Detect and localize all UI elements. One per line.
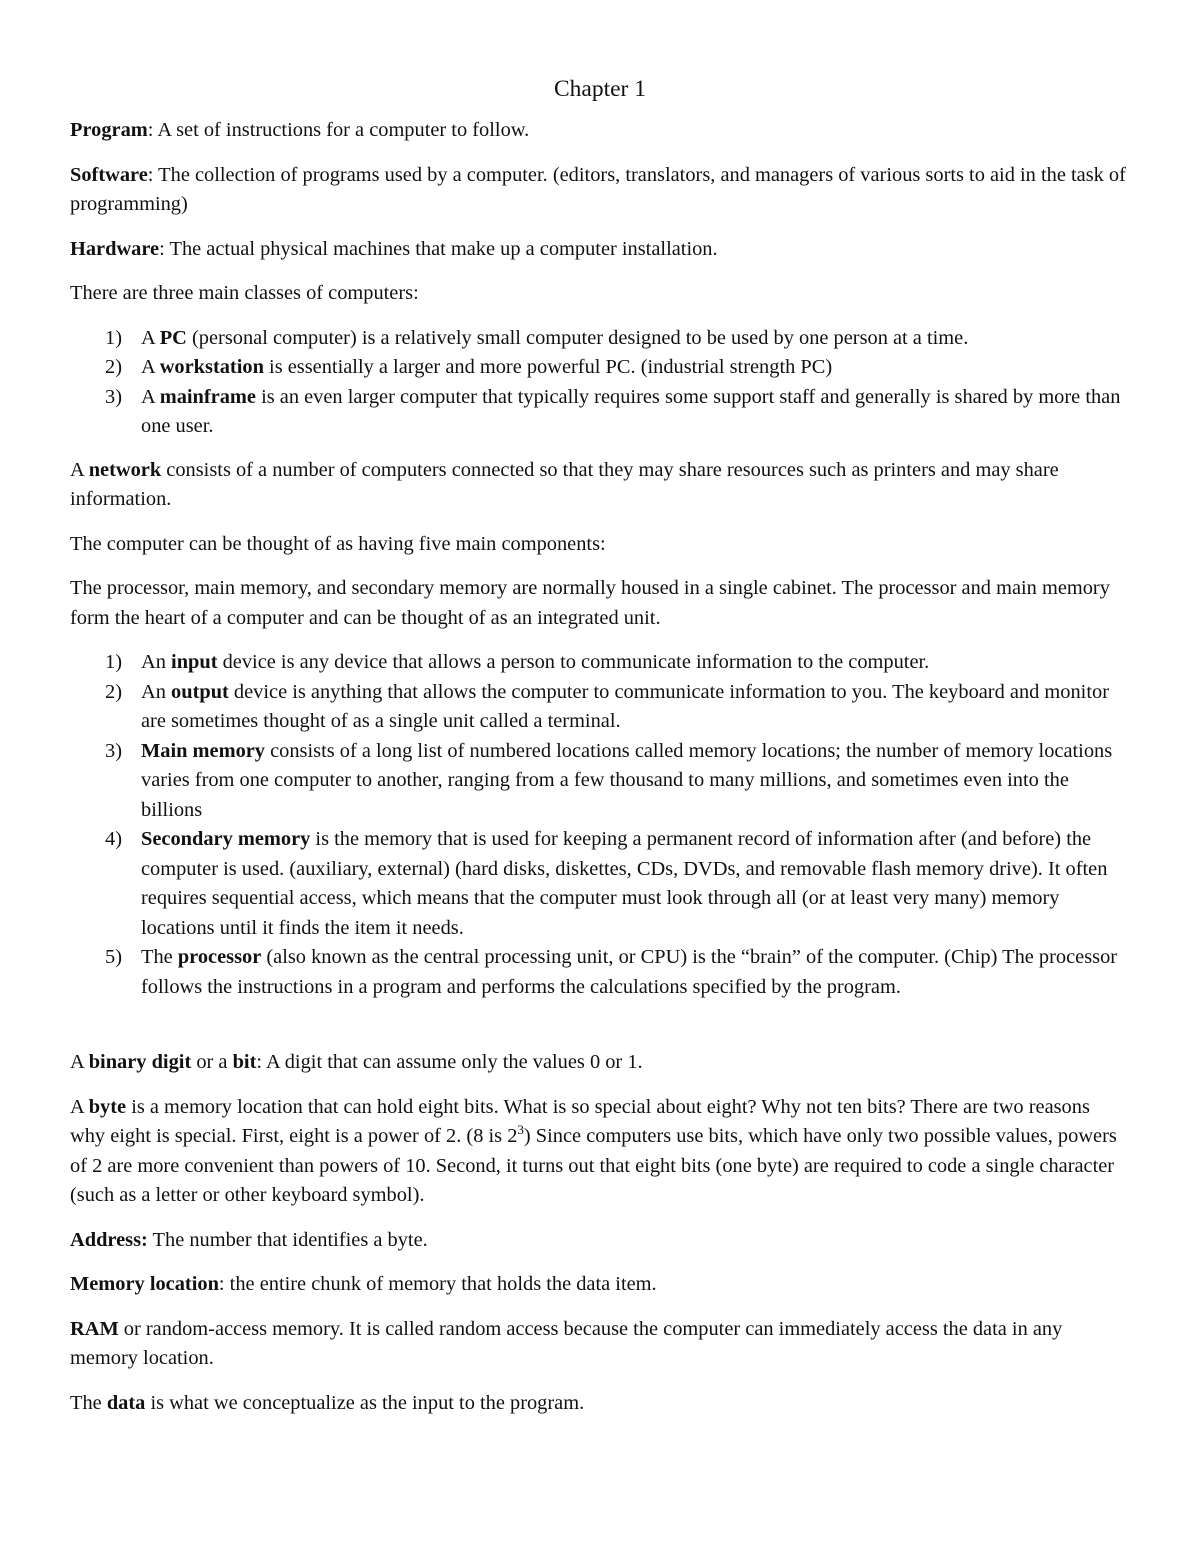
term: data — [106, 1391, 146, 1414]
list-number: 2) — [105, 356, 122, 378]
definition-text: is what we conceptualize as the input to the program. — [145, 1391, 585, 1414]
list-number: 1) — [105, 651, 122, 673]
list-item — [70, 383, 1130, 442]
item-prefix: An — [141, 651, 172, 673]
item-prefix: The — [70, 1391, 107, 1414]
list-item — [70, 943, 1130, 1002]
term: Main memory — [141, 739, 266, 762]
definition-text: is a memory location that can hold eight bits. What is so special about eight? Why not ten bits? There are two reasons why eight is special. First, eight is a power of 2. (8 is 2 — [70, 1095, 1090, 1147]
item-prefix: A — [141, 356, 160, 378]
item-text: is an even larger computer that typically requires some support staff and generally is shared by more than one user. — [141, 385, 1121, 437]
definition-ram — [70, 1315, 1130, 1374]
definition-byte — [70, 1093, 1130, 1211]
classes-intro: There are three main classes of computers: — [70, 282, 419, 304]
term: bit — [232, 1051, 257, 1073]
definition-text: The number that identifies a byte. — [147, 1228, 428, 1251]
term: Address: — [70, 1228, 148, 1251]
term: output — [171, 680, 229, 703]
term: Hardware — [70, 237, 160, 260]
list-number: 5) — [105, 946, 122, 968]
definition-text-continued: ) Since computers use bits, which have only two possible values, powers of 2 are more convenient than powers of 10. Second, it turns out that eight bits (one byte) are required to code a single character (such as a letter or other keyboard symbol). — [70, 1125, 1117, 1206]
list-item — [70, 678, 1130, 737]
list-number: 3) — [105, 385, 122, 408]
term: Memory location — [70, 1273, 219, 1295]
item-text: (also known as the central processing unit, or CPU) is the “brain” of the computer. (Chip) The processor follows the instructions in a program and performs the calculations specified by the program. — [141, 946, 1118, 998]
components-list — [70, 648, 1130, 1002]
term: Secondary memory — [141, 828, 311, 850]
definition-data — [70, 1389, 1130, 1419]
definition-text: : the entire chunk of memory that holds the data item. — [218, 1273, 657, 1295]
definition-text: : The actual physical machines that make up a computer installation. — [159, 237, 718, 260]
item-prefix: A — [141, 326, 160, 349]
definition-text: : The collection of programs used by a computer. (editors, translators, and managers of various sorts to aid in the task of programming) — [70, 163, 1126, 215]
definition-program — [70, 116, 1130, 146]
item-prefix: The — [141, 946, 178, 968]
definition-text: or random-access memory. It is called random access because the computer can immediately access the data in any memory location. — [70, 1317, 1063, 1369]
definition-text: : A set of instructions for a computer to follow. — [147, 119, 530, 141]
connector-text: or a — [191, 1051, 233, 1073]
list-number: 4) — [105, 828, 122, 850]
list-item — [70, 737, 1130, 826]
term: workstation — [159, 356, 264, 378]
item-prefix: A — [70, 458, 89, 481]
list-number: 1) — [105, 326, 122, 349]
definition-address — [70, 1226, 1130, 1256]
item-prefix: An — [141, 680, 172, 703]
item-prefix: A — [70, 1051, 89, 1073]
item-prefix: A — [141, 385, 160, 408]
definition-hardware — [70, 235, 1130, 265]
definition-text: consists of a number of computers connected so that they may share resources such as printers and may share information. — [70, 458, 1059, 510]
cabinet-paragraph: The processor, main memory, and secondary memory are normally housed in a single cabinet. The processor and main memory form the heart of a computer and can be thought of as an integrated unit. — [70, 577, 1110, 629]
item-text: device is anything that allows the computer to communicate information to you. The keyboard and monitor are sometimes thought of as a single unit called a terminal. — [141, 680, 1110, 732]
definition-software — [70, 161, 1130, 220]
item-text: device is any device that allows a person to communicate information to the computer. — [217, 651, 930, 673]
list-item — [70, 825, 1130, 943]
item-text: is essentially a larger and more powerful PC. (industrial strength PC) — [263, 356, 833, 378]
computer-classes-list — [70, 324, 1130, 442]
term: network — [88, 458, 162, 481]
item-text: is the memory that is used for keeping a permanent record of information after (and before) the computer is used. (auxiliary, external) (hard disks, diskettes, CDs, DVDs, and removable flash memory drive). It often requires sequential access, which means that the computer must look through all (or at least very many) memory locations until it finds the item it needs. — [141, 828, 1108, 939]
term: Program — [70, 119, 148, 141]
page-title: Chapter 1 — [553, 76, 646, 102]
spacer — [70, 1016, 1130, 1048]
definition-memory-location — [70, 1270, 1130, 1300]
term: RAM — [70, 1317, 119, 1340]
term: Software — [70, 163, 148, 186]
definition-text: : A digit that can assume only the values 0 or 1. — [256, 1051, 643, 1073]
term: processor — [177, 946, 262, 968]
item-prefix: A — [70, 1095, 89, 1118]
components-intro: The computer can be thought of as having five main components: — [70, 532, 606, 555]
list-item — [70, 324, 1130, 354]
term: mainframe — [159, 385, 256, 408]
list-number: 2) — [105, 680, 122, 703]
item-text: (personal computer) is a relatively small computer designed to be used by one person at a time. — [186, 326, 969, 349]
list-number: 3) — [105, 739, 122, 762]
term: binary digit — [88, 1051, 192, 1073]
definition-bit — [70, 1048, 1130, 1078]
superscript: 3 — [517, 1122, 524, 1138]
list-item — [70, 353, 1130, 383]
item-text: consists of a long list of numbered locations called memory locations; the number of memory locations varies from one computer to another, ranging from a few thousand to many millions, and sometimes even into the billions — [141, 739, 1113, 821]
term: input — [171, 651, 218, 673]
term: PC — [159, 326, 187, 349]
term: byte — [88, 1095, 127, 1118]
list-item — [70, 648, 1130, 678]
definition-network — [70, 456, 1130, 515]
